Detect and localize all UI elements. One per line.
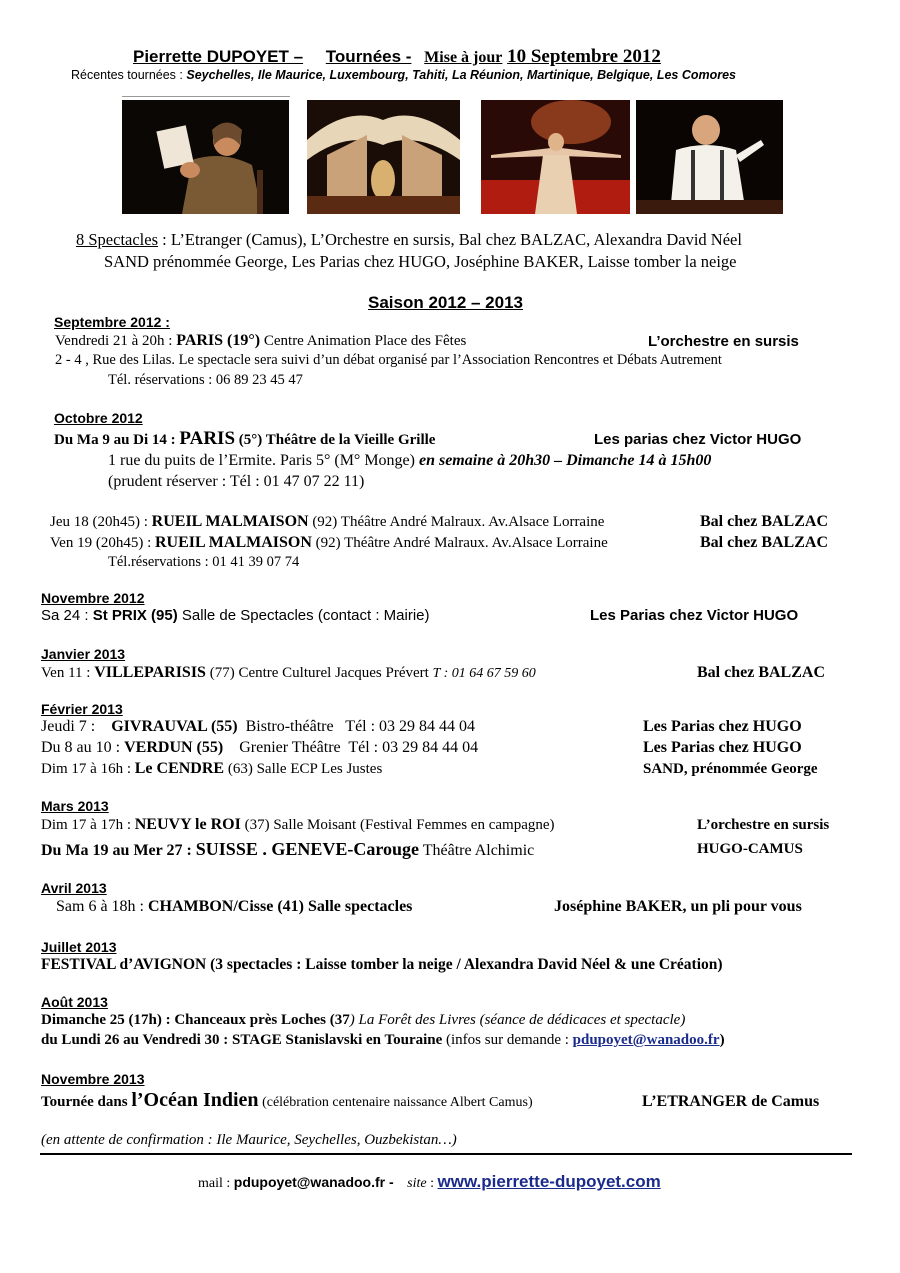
- photo-rule: [122, 96, 290, 97]
- event-aug-stage: [41, 1032, 725, 1049]
- event-show: HUGO-CAMUS: [697, 841, 803, 857]
- event-show: Bal chez BALZAC: [700, 534, 828, 551]
- update-date: 10 Septembre 2012: [507, 46, 661, 67]
- month-nov-2013: Novembre 2013: [41, 1071, 145, 1087]
- event-venue: Salle de Spectacles (contact : Mairie): [177, 607, 430, 624]
- event-venue: (77) Centre Culturel Jacques Prévert: [205, 665, 433, 681]
- event-close-paren: ): [719, 1032, 725, 1048]
- event-city: SUISSE . GENEVE-Carouge: [195, 839, 420, 859]
- artist-name: Pierrette DUPOYET –: [133, 47, 304, 66]
- event-show: Les Parias chez Victor HUGO: [590, 607, 799, 624]
- spectacles-colon: :: [158, 230, 171, 249]
- event-city: PARIS: [179, 428, 236, 449]
- event-city: RUEIL MALMAISON: [155, 534, 312, 551]
- event-venue: (5°) Théâtre de la Vieille Grille: [235, 432, 436, 448]
- event-text: du Lundi 26 au Vendredi 30 : STAGE Stanislavski en Touraine: [41, 1032, 443, 1048]
- event-date: Du Ma 19 au Mer 27 :: [41, 842, 196, 859]
- photo-arms-spread: [481, 100, 630, 214]
- event-show: Les Parias chez HUGO: [643, 739, 802, 756]
- event-mar-geneve: [41, 839, 534, 860]
- event-text: Dimanche 25 (17h) : Chanceaux près Loches (37: [41, 1012, 350, 1028]
- footer-rule: [40, 1153, 852, 1155]
- event-venue: (92) Théâtre André Malraux. Av.Alsace Lorraine: [311, 535, 608, 551]
- event-nov-ocean: [41, 1089, 533, 1112]
- event-city: PARIS (19°): [176, 332, 261, 349]
- event-city: VILLEPARISIS: [94, 664, 206, 681]
- event-address-text: 1 rue du puits de l’Ermite. Paris 5° (M° Monge): [108, 452, 419, 469]
- event-city: RUEIL MALMAISON: [151, 513, 309, 530]
- event-oct-rueil-1: [50, 513, 604, 531]
- event-venue: Grenier Théâtre Tél : 03 29 84 44 04: [223, 739, 479, 756]
- recent-tours-places: Seychelles, Ile Maurice, Luxembourg, Tahiti, La Réunion, Martinique, Belgique, Les Comores: [186, 68, 737, 82]
- event-date: Ven 11 :: [41, 665, 95, 681]
- event-schedule: en semaine à 20h30 – Dimanche 14 à 15h00: [418, 452, 712, 469]
- event-show: Joséphine BAKER, un pli pour vous: [554, 898, 802, 915]
- event-venue: (63) Salle ECP Les Justes: [224, 761, 383, 777]
- event-phone: T : 01 64 67 59 60: [432, 666, 536, 681]
- event-aug-chanceaux: [41, 1012, 685, 1029]
- photo-stage-tent: [307, 100, 460, 214]
- event-date: Du 8 au 10 :: [41, 739, 125, 756]
- event-text: Tournée dans: [41, 1094, 132, 1110]
- update-label: Mise à jour: [424, 49, 503, 66]
- recent-tours: [71, 68, 736, 82]
- event-address: 2 - 4 , Rue des Lilas. Le spectacle sera suivi d’un débat organisé par l’Association Rencontres et Débats Autrement: [55, 352, 722, 368]
- event-date: Sa 24 :: [41, 607, 93, 624]
- event-feb-verdun: [41, 739, 478, 757]
- tours-label: Tournées -: [325, 47, 412, 66]
- month-mar-2013: Mars 2013: [41, 798, 109, 814]
- footer-mail: pdupoyet@wanadoo.fr -: [233, 1174, 394, 1190]
- footer-mail-label: mail :: [198, 1176, 234, 1191]
- spectacles-line-1: [76, 230, 742, 250]
- event-region: l’Océan Indien: [131, 1089, 259, 1111]
- event-date: Dim 17 à 17h :: [41, 817, 135, 833]
- event-note: (célébration centenaire naissance Albert Camus): [258, 1095, 533, 1110]
- page-title: [133, 46, 661, 68]
- season-title: Saison 2012 – 2013: [368, 293, 524, 312]
- event-oct-rueil-2: [50, 534, 608, 552]
- event-feb-cendre: [41, 760, 382, 778]
- event-city: VERDUN (55): [124, 739, 224, 756]
- event-venue: ) La Forêt des Livres (séance de dédicaces et spectacle): [349, 1012, 686, 1028]
- event-date: Jeudi 7 :: [41, 718, 112, 735]
- event-venue: (37) Salle Moisant (Festival Femmes en campagne): [240, 817, 555, 833]
- footer-site-colon: :: [426, 1176, 438, 1191]
- event-date: Du Ma 9 au Di 14 :: [54, 432, 180, 448]
- event-show: L’orchestre en sursis: [697, 817, 830, 833]
- event-feb-givrauval: [41, 718, 475, 736]
- month-feb-2013: Février 2013: [41, 701, 123, 717]
- event-city: St PRIX (95): [92, 607, 178, 624]
- month-jul-2013: Juillet 2013: [41, 939, 117, 955]
- event-venue: (92) Théâtre André Malraux. Av.Alsace Lorraine: [308, 514, 605, 530]
- event-nov-stprix: [41, 607, 430, 624]
- photo-man-suspenders: [636, 100, 783, 214]
- event-show: Bal chez BALZAC: [697, 664, 825, 681]
- event-show: SAND, prénommée George: [643, 761, 818, 777]
- event-city: GIVRAUVAL (55): [111, 718, 238, 735]
- photo-reading-letter: [122, 100, 289, 214]
- spectacles-label: 8 Spectacles: [76, 230, 159, 249]
- pending-note: (en attente de confirmation : Ile Maurice, Seychelles, Ouzbekistan…): [41, 1132, 457, 1148]
- event-show: Les Parias chez HUGO: [643, 718, 802, 735]
- spectacles-list-1: L’Etranger (Camus), L’Orchestre en sursis, Bal chez BALZAC, Alexandra David Néel: [170, 230, 742, 249]
- month-sep-2012: Septembre 2012 :: [54, 314, 170, 330]
- event-show: Les parias chez Victor HUGO: [594, 431, 802, 448]
- event-jan-villeparisis: [41, 664, 536, 682]
- recent-tours-label: Récentes tournées :: [71, 68, 183, 82]
- month-aug-2013: Août 2013: [41, 994, 108, 1010]
- event-phone: (prudent réserver : Tél : 01 47 07 22 11): [108, 473, 365, 490]
- spectacles-line-2: SAND prénommée George, Les Parias chez HUGO, Joséphine BAKER, Laisse tomber la neige: [104, 252, 737, 271]
- event-show: L’ETRANGER de Camus: [642, 1093, 820, 1110]
- month-jan-2013: Janvier 2013: [41, 646, 126, 662]
- month-oct-2012: Octobre 2012: [54, 410, 143, 426]
- event-show: L’orchestre en sursis: [648, 333, 799, 350]
- month-apr-2013: Avril 2013: [41, 880, 107, 896]
- event-venue: Bistro-théâtre Tél : 03 29 84 44 04: [237, 718, 476, 735]
- event-mar-neuvy: [41, 816, 555, 834]
- event-phone: Tél.réservations : 01 41 39 07 74: [108, 554, 300, 570]
- event-oct-paris: [54, 428, 435, 450]
- email-link[interactable]: pdupoyet@wanadoo.fr: [572, 1032, 720, 1048]
- event-info: (infos sur demande :: [442, 1032, 573, 1048]
- footer-site-label: site: [407, 1176, 427, 1191]
- event-city: Le CENDRE: [134, 760, 225, 777]
- website-link[interactable]: www.pierrette-dupoyet.com: [437, 1172, 661, 1191]
- event-city: CHAMBON/Cisse (41) Salle spectacles: [148, 898, 413, 915]
- event-date: Ven 19 (20h45) :: [50, 535, 155, 551]
- event-city: NEUVY le ROI: [134, 816, 241, 833]
- event-jul-avignon: FESTIVAL d’AVIGNON (3 spectacles : Laisse tomber la neige / Alexandra David Néel & une Création): [41, 956, 723, 973]
- event-sep-paris: [55, 332, 466, 350]
- event-date: Jeu 18 (20h45) :: [50, 514, 152, 530]
- event-apr-chambon: [56, 898, 412, 916]
- event-date: Sam 6 à 18h :: [56, 898, 148, 915]
- month-nov-2012: Novembre 2012: [41, 590, 145, 606]
- event-phone: Tél. réservations : 06 89 23 45 47: [108, 372, 303, 388]
- event-date: Vendredi 21 à 20h :: [55, 333, 177, 349]
- event-date: Dim 17 à 16h :: [41, 761, 135, 777]
- footer: [198, 1172, 661, 1192]
- event-address: [108, 452, 711, 470]
- event-venue: Centre Animation Place des Fêtes: [260, 333, 467, 349]
- event-venue: Théâtre Alchimic: [419, 842, 535, 859]
- event-show: Bal chez BALZAC: [700, 513, 828, 530]
